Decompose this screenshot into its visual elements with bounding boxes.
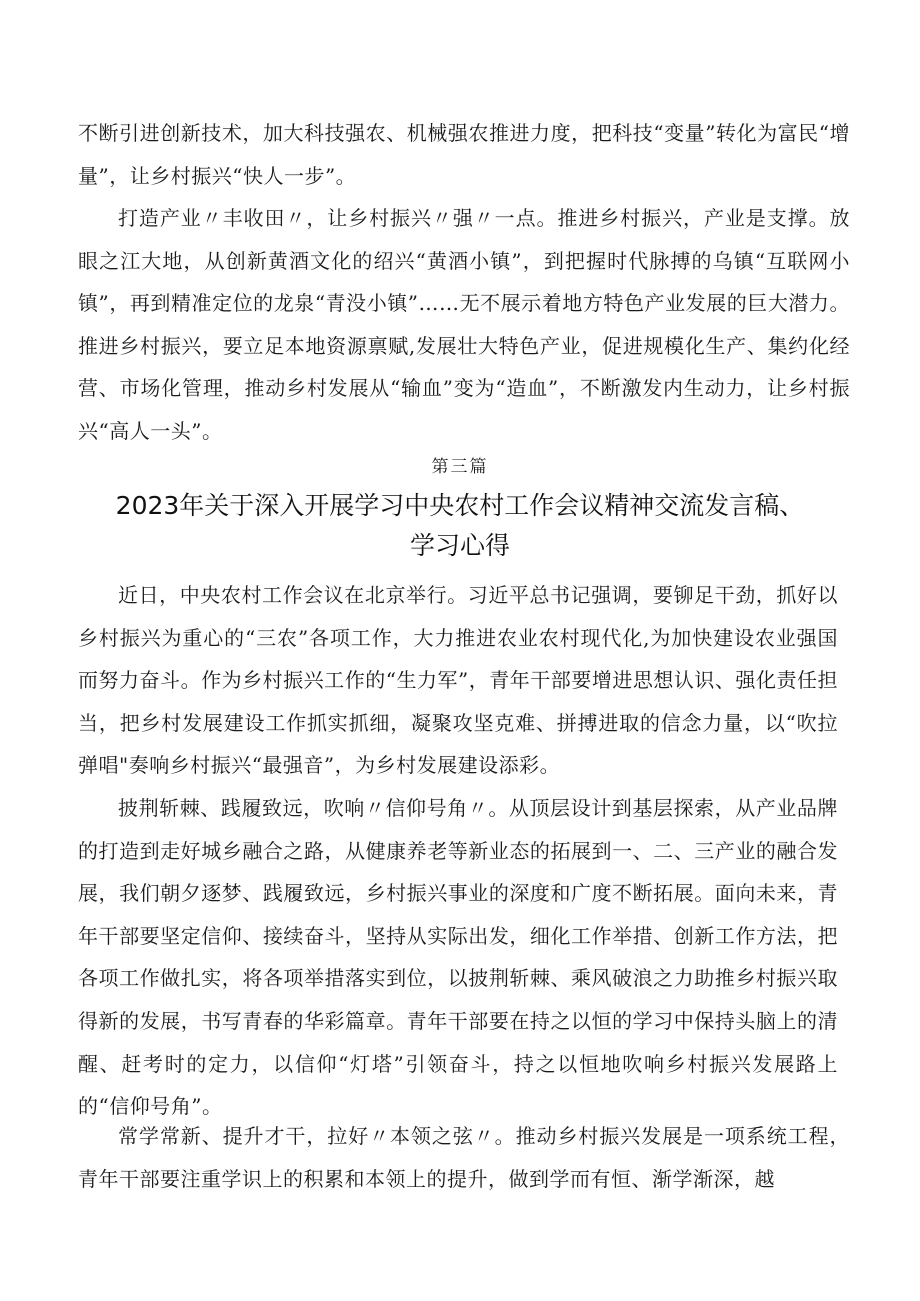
paragraph-skill-string: 常学常新、提升才干，拉好〃本领之弦〃。推动乡村振兴发展是一项系统工程，青年干部要注重学识上的积累和本领上的提升，做到学而有恒、渐学渐深，越 <box>78 1124 850 1191</box>
paragraph-tech-increment: 不断引进创新技术，加大科技强农、机械强农推进力度，把科技“变量”转化为富民“增量”，让乡村振兴“快人一步”。 <box>78 121 850 188</box>
paragraph-industry-harvest: 打造产业〃丰收田〃，让乡村振兴〃强〃一点。推进乡村振兴，产业是支撑。放眼之江大地，从创新黄酒文化的绍兴“黄酒小镇”，到把握时代脉搏的乌镇“互联网小镇”，再到精准定位的龙泉“青没小镇”……无不展示着地方特色产业发展的巨大潜力。推进乡村振兴，要立足本地资源禀赋,发展壮大特色产业，促进规模化生产、集约化经营、市场化管理，推动乡村发展从“输血”变为“造血”，不断激发内生动力，让乡村振兴“高人一头”。 <box>78 206 850 443</box>
paragraph-intro: 近日，中央农村工作会议在北京举行。习近平总书记强调，要铆足干劲，抓好以乡村振兴为重心的“三农”各项工作，大力推进农业农村现代化,为加快建设农业强国而努力奋斗。作为乡村振兴工作的“生力军”，青年干部要增进思想认识、强化责任担当，把乡村发展建设工作抓实抓细，凝聚攻坚克难、拼搏进取的信念力量，以“吹拉弹唱"奏响乡村振兴“最强音”，为乡村发展建设添彩。 <box>78 583 838 778</box>
article-title-line-1: 2023年关于深入开展学习中央农村工作会议精神交流发言稿、 <box>115 491 805 520</box>
article-title-line-2: 学习心得 <box>409 531 510 560</box>
section-label: 第三篇 <box>431 457 489 477</box>
paragraph-faith-horn: 披荆斩棘、践履致远，吹响〃信仰号角〃。从顶层设计到基层探索，从产业品牌的打造到走好城乡融合之路，从健康养老等新业态的拓展到一、二、三产业的融合发展，我们朝夕逐梦、践履致远，乡村振兴事业的深度和广度不断拓展。面向未来，青年干部要坚定信仰、接续奋斗，坚持从实际出发，细化工作举措、创新工作方法，把各项工作做扎实，将各项举措落实到位，以披荆斩棘、乘风破浪之力助推乡村振兴取得新的发展，书写青春的华彩篇章。青年干部要在持之以恒的学习中保持头脑上的清醒、赶考时的定力，以信仰“灯塔”引领奋斗，持之以恒地吹响乡村振兴发展路上的“信仰号角”。 <box>78 796 838 1119</box>
article-title <box>0 486 920 566</box>
